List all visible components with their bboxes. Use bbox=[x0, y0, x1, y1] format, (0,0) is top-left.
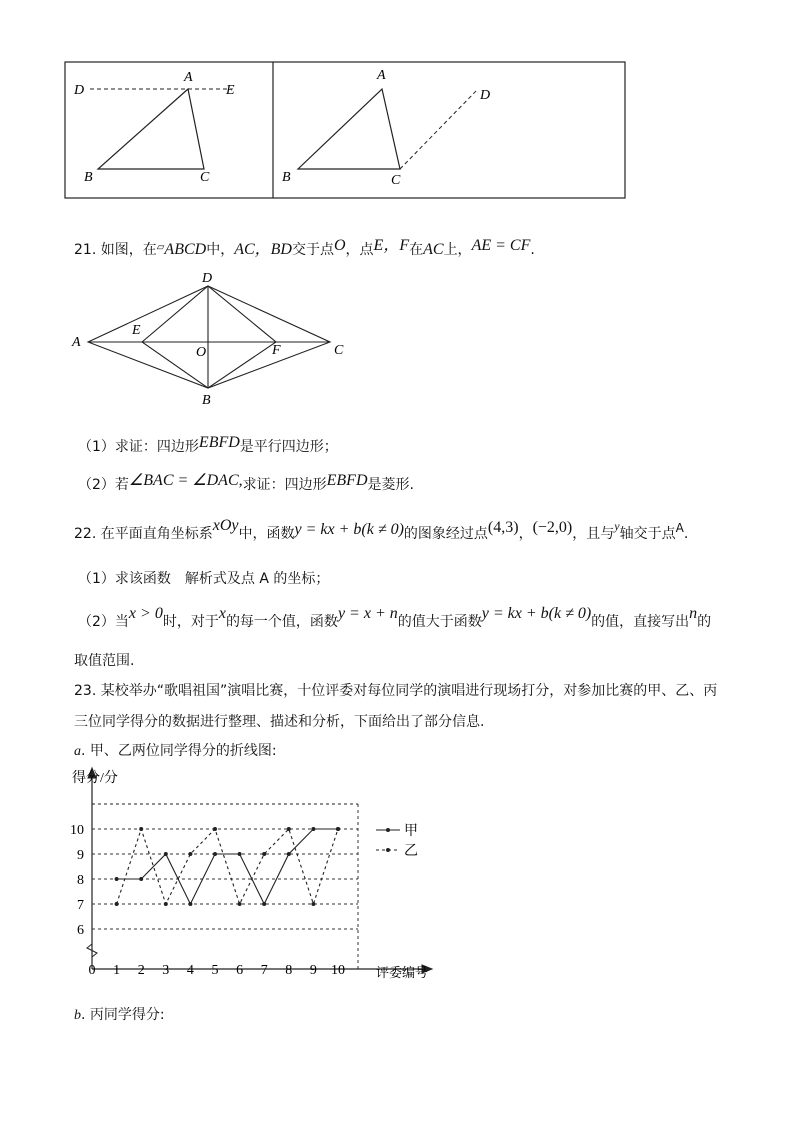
q22-part1: （1）求该函数 解析式及点 A 的坐标； bbox=[78, 571, 330, 587]
line-chart bbox=[60, 764, 460, 982]
y-axis-title: 得分/分 bbox=[72, 771, 118, 786]
q21-part2: （2）若∠BAC = ∠DAC,求证：四边形EBFD是菱形. bbox=[78, 472, 414, 493]
x-tick-label: 10 bbox=[331, 963, 345, 978]
point-yi-10 bbox=[336, 827, 340, 831]
q23-line2: 三位同学得分的数据进行整理、描述和分析，下面给出了部分信息. bbox=[74, 714, 485, 730]
y-tick-label: 6 bbox=[77, 923, 84, 938]
x-tick-label: 1 bbox=[113, 963, 121, 978]
label-F: F bbox=[272, 343, 281, 358]
point-yi-1 bbox=[115, 902, 119, 906]
series-line-yi bbox=[117, 829, 338, 904]
point-jia-2 bbox=[139, 877, 143, 881]
label-C: C bbox=[334, 343, 344, 358]
label-B-left: B bbox=[84, 170, 93, 185]
line-CD bbox=[400, 89, 478, 169]
x-tick-label: 6 bbox=[236, 963, 244, 978]
point-yi-4 bbox=[188, 852, 192, 856]
point-jia-8 bbox=[287, 852, 291, 856]
point-yi-6 bbox=[238, 902, 242, 906]
point-yi-5 bbox=[213, 827, 217, 831]
label-D-right: D bbox=[480, 88, 491, 103]
label-B: B bbox=[202, 393, 211, 407]
q23-line1: 23. 某校举办“歌唱祖国”演唱比赛，十位评委对每位同学的演唱进行现场打分，对参加比赛的甲、乙、丙 bbox=[74, 683, 718, 699]
y-tick-label: 9 bbox=[77, 848, 84, 863]
parallelogram-symbol: ▱ bbox=[156, 242, 165, 253]
q21-figure bbox=[68, 272, 358, 407]
legend-dot-jia bbox=[386, 828, 390, 832]
label-A-left: A bbox=[184, 70, 193, 85]
x-tick-label: 2 bbox=[137, 963, 145, 978]
triangle-ABC-left bbox=[98, 89, 204, 169]
point-yi-7 bbox=[262, 852, 266, 856]
point-jia-9 bbox=[311, 827, 315, 831]
x-tick-label: 9 bbox=[309, 963, 317, 978]
x-tick-label: 7 bbox=[260, 963, 268, 978]
point-jia-1 bbox=[115, 877, 119, 881]
point-yi-8 bbox=[287, 827, 291, 831]
legend bbox=[376, 823, 418, 859]
y-tick-label: 10 bbox=[70, 823, 84, 838]
top-figures bbox=[64, 61, 626, 199]
point-jia-6 bbox=[238, 852, 242, 856]
label-E-left: E bbox=[226, 83, 235, 98]
q21-statement: 21. 如图，在▱ABCD中，AC，BD交于点O，点E，F在AC上，AE = CF. bbox=[74, 237, 535, 258]
label-D-left: D bbox=[74, 83, 85, 98]
quad-ABCD bbox=[88, 286, 330, 388]
point-jia-3 bbox=[164, 852, 168, 856]
q22-part2-cont: 取值范围. bbox=[74, 653, 135, 669]
label-A-right: A bbox=[377, 68, 386, 83]
label-C-left: C bbox=[200, 170, 210, 185]
legend-label-yi: 乙 bbox=[404, 844, 418, 859]
triangle-ABC-right bbox=[298, 89, 400, 169]
x-tick-label: 8 bbox=[285, 963, 293, 978]
x-tick-label: 3 bbox=[162, 963, 170, 978]
label-E: E bbox=[132, 323, 141, 338]
point-jia-4 bbox=[188, 902, 192, 906]
q21-part1: （1）求证：四边形EBFD是平行四边形； bbox=[78, 434, 338, 455]
label-D: D bbox=[202, 272, 213, 286]
point-yi-3 bbox=[164, 902, 168, 906]
x-tick-label: 5 bbox=[211, 963, 219, 978]
label-B-right: B bbox=[282, 170, 291, 185]
label-O: O bbox=[196, 345, 207, 360]
y-tick-label: 8 bbox=[77, 873, 84, 888]
figure-frame bbox=[65, 62, 625, 198]
label-A: A bbox=[72, 335, 81, 350]
q22-part2: （2）当x > 0时，对于x的每一个值，函数y = x + n的值大于函数y = kx + b(k ≠ 0)的值，直接写出n的 bbox=[78, 605, 712, 630]
label-C-right: C bbox=[391, 173, 401, 188]
x-tick-label: 4 bbox=[186, 963, 194, 978]
point-yi-9 bbox=[311, 902, 315, 906]
point-yi-2 bbox=[139, 827, 143, 831]
q23-item-a: a. 甲、乙两位同学得分的折线图: bbox=[74, 743, 277, 759]
x-axis-title: 评委编号 bbox=[376, 965, 429, 980]
q22-statement: 22. 在平面直角坐标系xOy中，函数y = kx + b(k ≠ 0)的图象经过点(4,3)，(−2,0)，且与$^y$轴交于点$^A$. bbox=[74, 517, 689, 542]
q23-item-b: b. 丙同学得分: bbox=[74, 1007, 165, 1023]
legend-dot-yi bbox=[386, 848, 390, 852]
y-tick-label: 7 bbox=[77, 898, 84, 913]
quad-EBFD bbox=[142, 286, 276, 388]
legend-label-jia: 甲 bbox=[404, 824, 418, 839]
point-jia-7 bbox=[262, 902, 266, 906]
x-tick-label: 0 bbox=[88, 963, 96, 978]
point-jia-5 bbox=[213, 852, 217, 856]
